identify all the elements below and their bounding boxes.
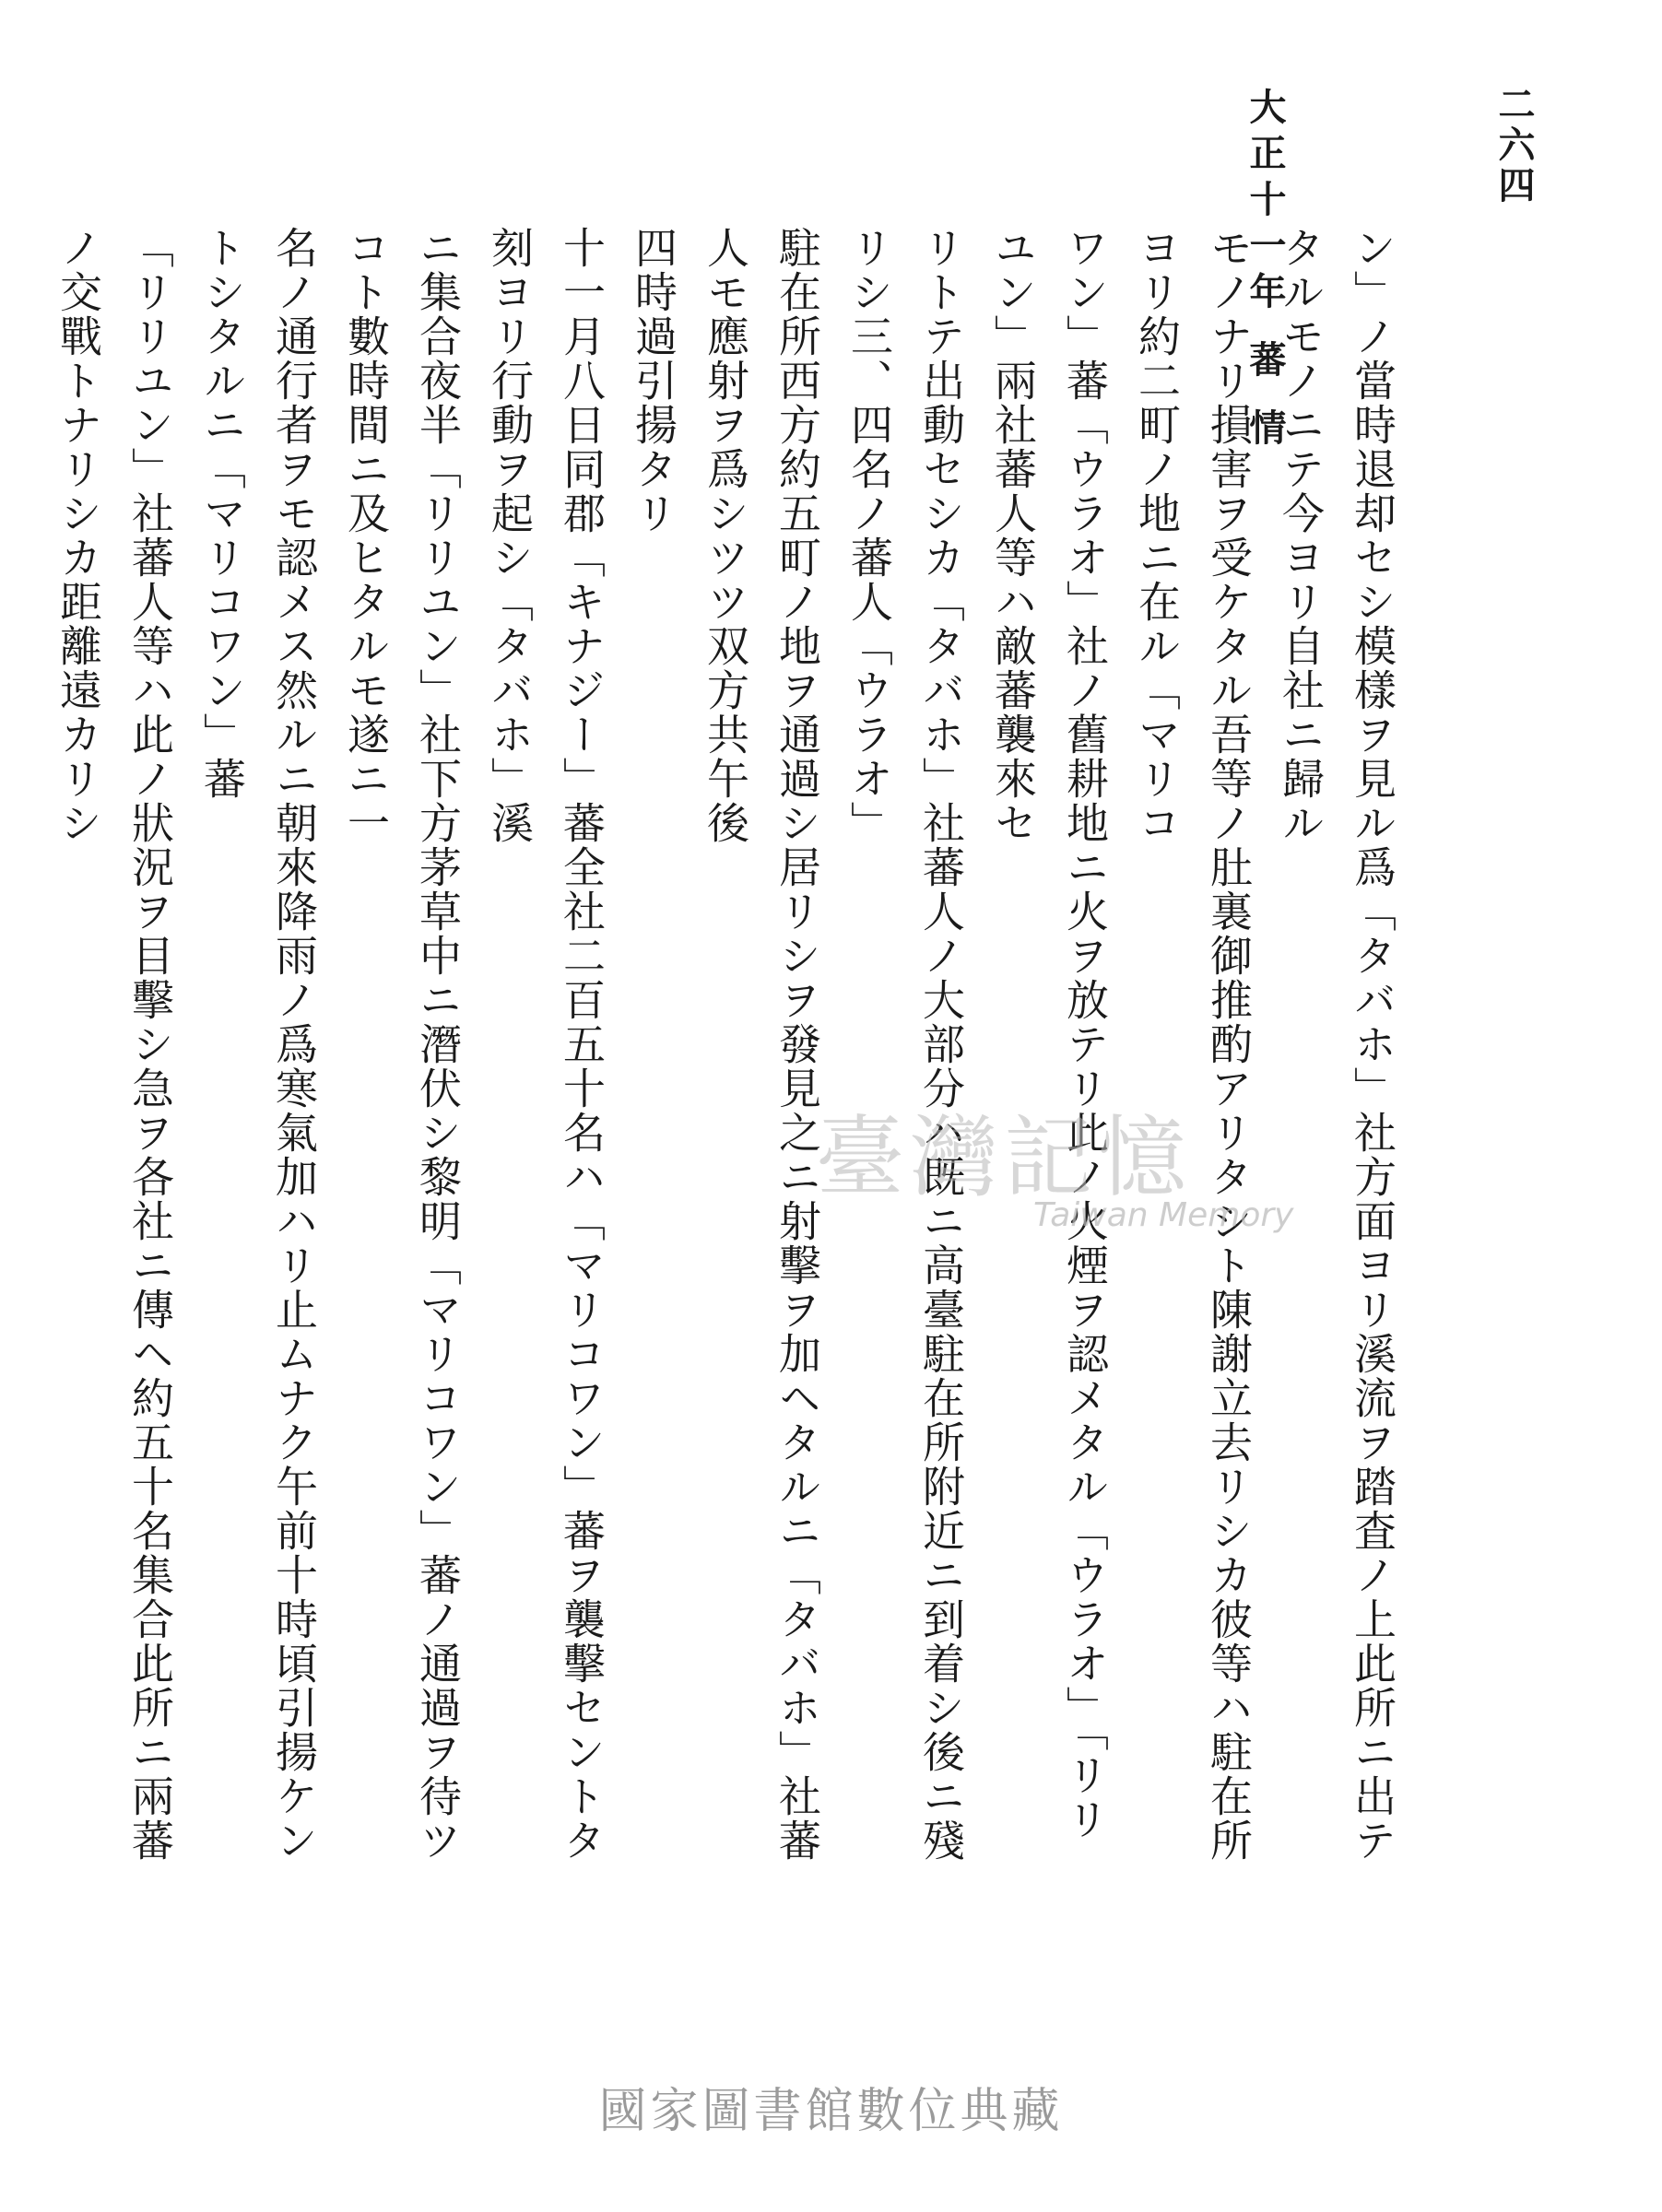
text-column: 「リリユン」社蕃人等ハ此ノ狀況ヲ目擊シ急ヲ各社ニ傳ヘ約五十名集合此所ニ兩蕃ノ交戰トナリシカ距離遠カリシ: [53, 226, 175, 1863]
watermark-logo-text: 臺灣記憶: [816, 1106, 1192, 1209]
text-column: ワン」蕃「ウラオ」社ノ舊耕地ニ火ヲ放テリ此ノ火煙ヲ認メタル「ウラオ」「リリユン」兩社蕃人等ハ敵蕃襲來セ: [988, 226, 1110, 1841]
watermark-subtitle: Taiwan Memory: [1033, 1196, 1294, 1234]
page-number: 二六四: [1492, 85, 1536, 206]
watermark: [816, 1088, 1294, 1244]
text-column: [0, 226, 42, 1866]
text-column: モノナリ損害ヲ受ケタル吾等ノ肚裏御推酌アリタシト陳謝立去リシカ彼等ハ駐在所ヨリ約二町ノ地ニ在ル「マリコ: [1132, 226, 1254, 1863]
text-column: ン」ノ當時退却セシ模樣ヲ見ル爲「タバホ」社方面ヨリ溪流ヲ踏査ノ上此所ニ出テタルモノニテ今ヨリ自社ニ歸ル: [1276, 226, 1397, 1863]
running-header-title: 大正十一年 蕃 情: [1244, 88, 1287, 454]
text-column: リトテ出動セシカ「タバホ」社蕃人ノ大部分ハ既ニ高臺駐在所附近ニ到着シ後ニ殘リシ三、四名ノ蕃人「ウラオ」: [844, 226, 966, 1863]
text-column: 駐在所西方約五町ノ地ヲ通過シ居リシヲ發見之ニ射擊ヲ加ヘタルニ「タバホ」社蕃人モ應射ヲ爲シツツ双方共午後: [701, 226, 822, 1863]
footer-seal: 國家圖書館數位典藏: [598, 2084, 1064, 2139]
text-column: 名ノ通行者ヲモ認メス然ルニ朝來降雨ノ爲寒氣加ハリ止ムナク午前十時頃引揚ケントシタルニ「マリコワン」蕃: [197, 226, 319, 1863]
body-text: [53, 226, 1409, 1866]
text-column: 十一月八日同郡「キナジー」蕃全社二百五十名ハ「マリコワン」蕃ヲ襲擊セントタ刻ヨリ行動ヲ起シ「タバホ」溪: [485, 226, 607, 1863]
text-column: 四時過引揚タリ: [629, 226, 678, 535]
text-column: ニ集合夜半「リリユン」社下方茅草中ニ潛伏シ黎明「マリコワン」蕃ノ通過ヲ待ツコト數時間ニ及ヒタルモ遂ニ一: [341, 226, 463, 1863]
